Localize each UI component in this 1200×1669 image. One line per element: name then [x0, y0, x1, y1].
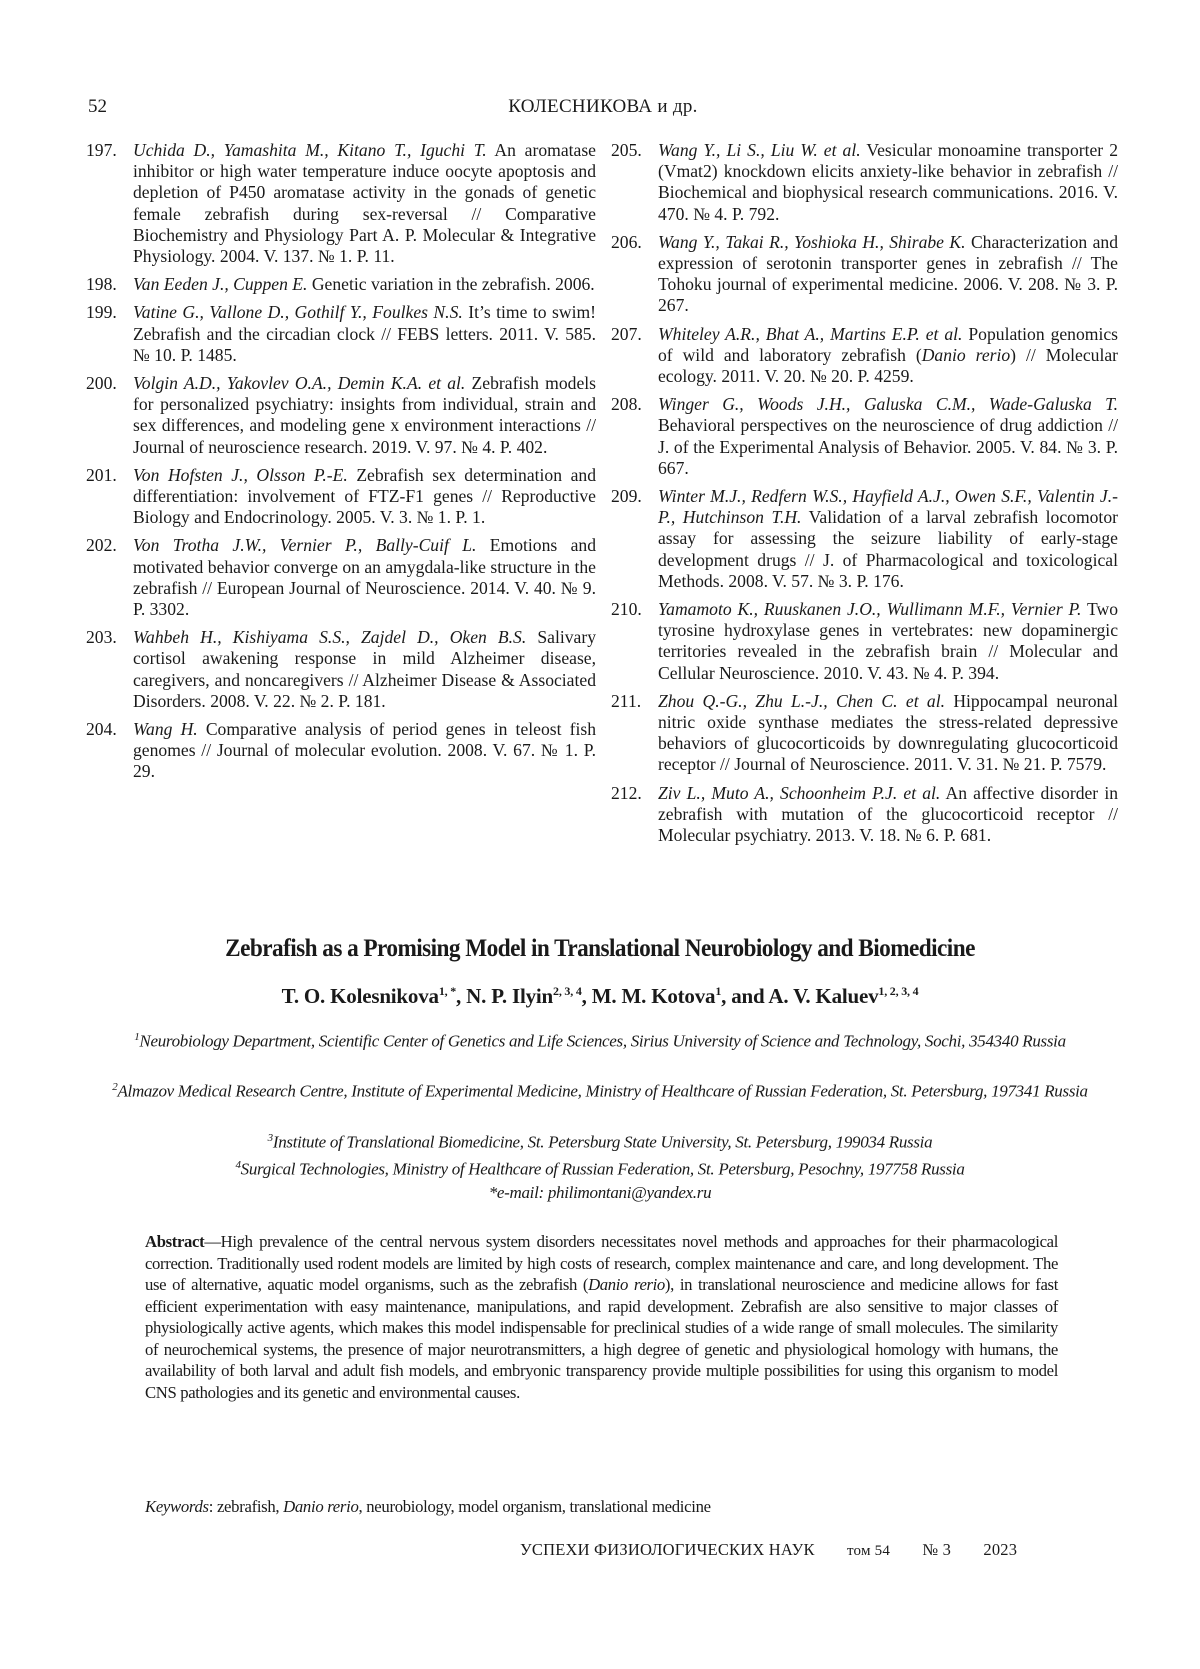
affiliation: [100, 1027, 1100, 1052]
reference-text: Zebrafish sex determination and differentiation: involvement of FTZ-F1 genes // Reproductive Biology and Endocrinology. 2005. V. 3. № 1. P. 1.: [133, 464, 596, 528]
reference-authors: Yamamoto K., Ruuskanen J.O., Wullimann M.F., Vernier P.: [658, 599, 1082, 620]
affiliation-text: Surgical Technologies, Ministry of Healthcare of Russian Federation, St. Petersburg, Pesochny, 197758 Russia: [240, 1159, 965, 1179]
reference-number: 198.: [86, 274, 117, 295]
affiliation-text: Almazov Medical Research Centre, Institute of Experimental Medicine, Ministry of Healthcare of Russian Federation, St. Petersburg, 197341 Russia: [117, 1081, 1088, 1101]
author-separator: ,: [456, 984, 467, 1008]
reference-number: 211.: [611, 690, 642, 711]
reference-item: [611, 232, 1118, 317]
running-head: [88, 96, 1118, 120]
reference-item: [611, 691, 1118, 776]
reference-authors: Wang Y., Takai R., Yoshioka H., Shirabe K.: [658, 231, 966, 252]
reference-number: 202.: [86, 535, 117, 556]
author-name: T. O. Kolesnikova: [281, 984, 439, 1008]
reference-item: [86, 719, 596, 783]
running-authors: КОЛЕСНИКОВА и др.: [508, 96, 698, 117]
affiliation-marker: 4: [235, 1159, 241, 1171]
reference-item: [611, 140, 1118, 225]
reference-number: 206.: [611, 231, 642, 252]
reference-text: Behavioral perspectives on the neuroscience of drug addiction // J. of the Experimental Analysis of Behavior. 2005. V. 84. № 3. P. 667.: [658, 415, 1118, 478]
references-left-column: [86, 140, 596, 790]
reference-number: 200.: [86, 373, 117, 394]
reference-text: Salivary cortisol awakening response in mild Alzheimer disease, caregivers, and noncaregivers // Alzheimer Disease & Associated Disorders. 2008. V. 22. № 2. P. 181.: [133, 627, 597, 711]
references-right-column: [611, 140, 1118, 853]
affiliation: [100, 1077, 1100, 1102]
reference-number: 212.: [611, 782, 642, 803]
reference-item: [611, 394, 1118, 479]
author-affiliation-marker: 1: [715, 984, 722, 998]
reference-text: Characterization and expression of serotonin transporter genes in zebrafish // The Tohoku journal of experimental medicine. 2006. V. 208. № 3. P. 267.: [658, 231, 1118, 316]
reference-authors: Uchida D., Yamashita M., Kitano T., Iguchi T.: [133, 140, 487, 160]
reference-authors: Von Trotha J.W., Vernier P., Bally-Cuif L.: [133, 535, 477, 556]
reference-text: Comparative analysis of period genes in teleost fish genomes // Journal of molecular evolution. 2008. V. 67. № 1. P. 29.: [133, 719, 597, 782]
author-affiliation-marker: 1, 2, 3, 4: [878, 984, 919, 998]
species-name: Danio rerio: [283, 1497, 359, 1516]
reference-item: [611, 324, 1118, 388]
reference-authors: Whiteley A.R., Bhat A., Martins E.P. et al.: [658, 323, 963, 344]
species-name: Danio rerio: [921, 344, 1011, 365]
author-name: M. M. Kotova: [591, 984, 716, 1008]
keywords-text: : zebrafish,: [208, 1497, 284, 1516]
reference-authors: Van Eeden J., Cuppen E.: [133, 274, 308, 295]
reference-authors: Wahbeh H., Kishiyama S.S., Zajdel D., Oken B.S.: [133, 627, 527, 648]
author-affiliation-marker: 1, *: [438, 984, 457, 998]
reference-item: [86, 627, 596, 712]
author-byline: [0, 984, 1200, 1009]
reference-text: Hippocampal neuronal nitric oxide synthase mediates the stress-related depressive behaviors of glucocorticoids by downregulating glucocorticoid receptor // Journal of Neuroscience. 2011. V. 31. № 21. P. 7579.: [658, 690, 1118, 775]
reference-text: Zebrafish models for personalized psychiatry: insights from individual, strain and sex differences, and modeling gene x environment interactions // Journal of neuroscience research. 2019. V. 97. № 4. P. 402.: [133, 373, 596, 457]
journal-footer: [520, 1540, 1080, 1560]
reference-number: 204.: [86, 719, 117, 740]
affiliation-text: Neurobiology Department, Scientific Center of Genetics and Life Sciences, Sirius University of Science and Technology, Sochi, 354340 Russia: [139, 1031, 1066, 1051]
reference-number: 205.: [611, 140, 642, 160]
reference-authors: Vatine G., Vallone D., Gothilf Y., Foulkes N.S.: [133, 302, 463, 323]
journal-name: УСПЕХИ ФИЗИОЛОГИЧЕСКИХ НАУК: [520, 1540, 815, 1559]
reference-number: 197.: [86, 140, 117, 160]
reference-number: 210.: [611, 599, 642, 620]
reference-number: 199.: [86, 302, 117, 323]
reference-text: Validation of a larval zebrafish locomotor assay for assessing the seizure liability of early-stage development drugs // J. of Pharmacological and toxicological Methods. 2008. V. 57. № 3. P. 176.: [658, 507, 1118, 591]
reference-text: Emotions and motivated behavior converge on an amygdala-like structure in the zebrafish // European Journal of Neuroscience. 2014. V. 40. № 9. P. 3302.: [133, 535, 596, 620]
author-name: N. P. Ilyin: [466, 984, 554, 1008]
page-number: 52: [88, 96, 107, 117]
reference-text: It’s time to swim! Zebrafish and the circadian clock // FEBS letters. 2011. V. 585. № 10. P. 1485.: [133, 302, 596, 365]
reference-text: An aromatase inhibitor or high water temperature induce oocyte apoptosis and depletion of P450 aromatase activity in the gonads of genetic female zebrafish during sex-reversal // Comparative Biochemistry and Physiology Part A. P. Molecular & Integrative Physiology. 2004. V. 137. № 1. P. 11.: [133, 140, 596, 267]
reference-authors: Von Hofsten J., Olsson P.-E.: [133, 464, 348, 485]
reference-item: [611, 783, 1118, 847]
reference-text: An affective disorder in zebrafish with mutation of the glucocorticoid receptor // Molecular psychiatry. 2013. V. 18. № 6. P. 681.: [658, 782, 1118, 846]
reference-authors: Winter M.J., Redfern W.S., Hayfield A.J., Owen S.F., Valentin J.-P., Hutchinson T.H.: [658, 486, 1118, 528]
affiliation-marker: 2: [112, 1081, 118, 1093]
reference-item: [86, 535, 596, 620]
reference-item: [86, 465, 596, 529]
reference-authors: Wang Y., Li S., Liu W. et al.: [658, 140, 861, 160]
reference-item: [86, 274, 596, 295]
keywords-text: , neurobiology, model organism, translational medicine: [358, 1497, 711, 1516]
reference-text: Population genomics of wild and laboratory zebrafish (: [658, 323, 1118, 365]
abstract-text: —High prevalence of the central nervous system disorders necessitates novel methods and approaches for their pharmacological correction. Traditionally used rodent models are limited by high costs of research, complex maintenance and care, and long development. The use of alternative, aquatic model organisms, such as the zebrafish (: [145, 1232, 1058, 1294]
keywords: [145, 1497, 1058, 1517]
reference-item: [86, 373, 596, 458]
author-name: A. V. Kaluev: [768, 984, 879, 1008]
reference-number: 201.: [86, 464, 117, 485]
reference-authors: Ziv L., Muto A., Schoonheim P.J. et al.: [658, 782, 941, 803]
affiliation: [100, 1128, 1100, 1153]
affiliation-text: Institute of Translational Biomedicine, St. Petersburg State University, St. Petersburg, 199034 Russia: [272, 1132, 933, 1152]
article-title: Zebrafish as a Promising Model in Translational Neurobiology and Biomedicine: [225, 935, 975, 962]
abstract-text: ), in translational neuroscience and medicine allows for fast efficient experimentation with easy maintenance, manipulations, and rapid development. Zebrafish are also sensitive to major classes of physiologically active agents, which makes this model indispensable for preclinical studies of a wide range of small molecules. The similarity of neurochemical systems, the presence of major neurotransmitters, a high degree of genetic and physiological homology with humans, the availability of both larval and adult fish models, and embryonic transparency provide multiple possibilities for using this organism to model CNS pathologies and its genetic and environmental causes.: [145, 1275, 1058, 1402]
author-separator: ,: [581, 984, 592, 1008]
reference-authors: Volgin A.D., Yakovlev O.A., Demin K.A. et al.: [133, 373, 466, 394]
species-name: Danio rerio: [588, 1275, 665, 1294]
affiliation: [100, 1155, 1100, 1180]
abstract-label: Abstract: [145, 1232, 205, 1251]
corresponding-email[interactable]: *e-mail: philimontani@yandex.ru: [488, 1183, 712, 1202]
journal-issue: № 3: [922, 1540, 952, 1559]
abstract: [145, 1231, 1058, 1403]
reference-text: Vesicular monoamine transporter 2 (Vmat2) knockdown elicits anxiety-like behavior in zebrafish // Biochemical and biophysical research communications. 2016. V. 470. № 4. P. 792.: [658, 140, 1118, 224]
affiliation-marker: 1: [134, 1031, 140, 1043]
reference-authors: Winger G., Woods J.H., Galuska C.M., Wade-Galuska T.: [658, 394, 1118, 415]
reference-text: Two tyrosine hydroxylase genes in vertebrates: new dopaminergic territories revealed in the zebrafish brain // Molecular and Cellular Neuroscience. 2010. V. 43. № 4. P. 394.: [658, 599, 1118, 683]
author-separator: , and: [721, 984, 769, 1008]
reference-text: Genetic variation in the zebrafish. 2006.: [307, 274, 595, 295]
reference-text: ) // Molecular ecology. 2011. V. 20. № 20. P. 4259.: [658, 344, 1118, 387]
author-affiliation-marker: 2, 3, 4: [553, 984, 582, 998]
reference-number: 207.: [611, 323, 642, 344]
reference-number: 208.: [611, 394, 642, 415]
reference-item: [86, 140, 596, 267]
reference-authors: Zhou Q.-G., Zhu L.-J., Chen C. et al.: [658, 690, 945, 711]
reference-number: 203.: [86, 627, 117, 648]
reference-item: [611, 486, 1118, 592]
reference-authors: Wang H.: [133, 719, 198, 740]
journal-volume: том 54: [847, 1543, 891, 1559]
journal-year: 2023: [983, 1540, 1018, 1559]
keywords-label: Keywords: [145, 1497, 209, 1516]
reference-number: 209.: [611, 486, 642, 507]
affiliation-marker: 3: [267, 1132, 273, 1144]
reference-item: [611, 599, 1118, 684]
reference-item: [86, 302, 596, 366]
